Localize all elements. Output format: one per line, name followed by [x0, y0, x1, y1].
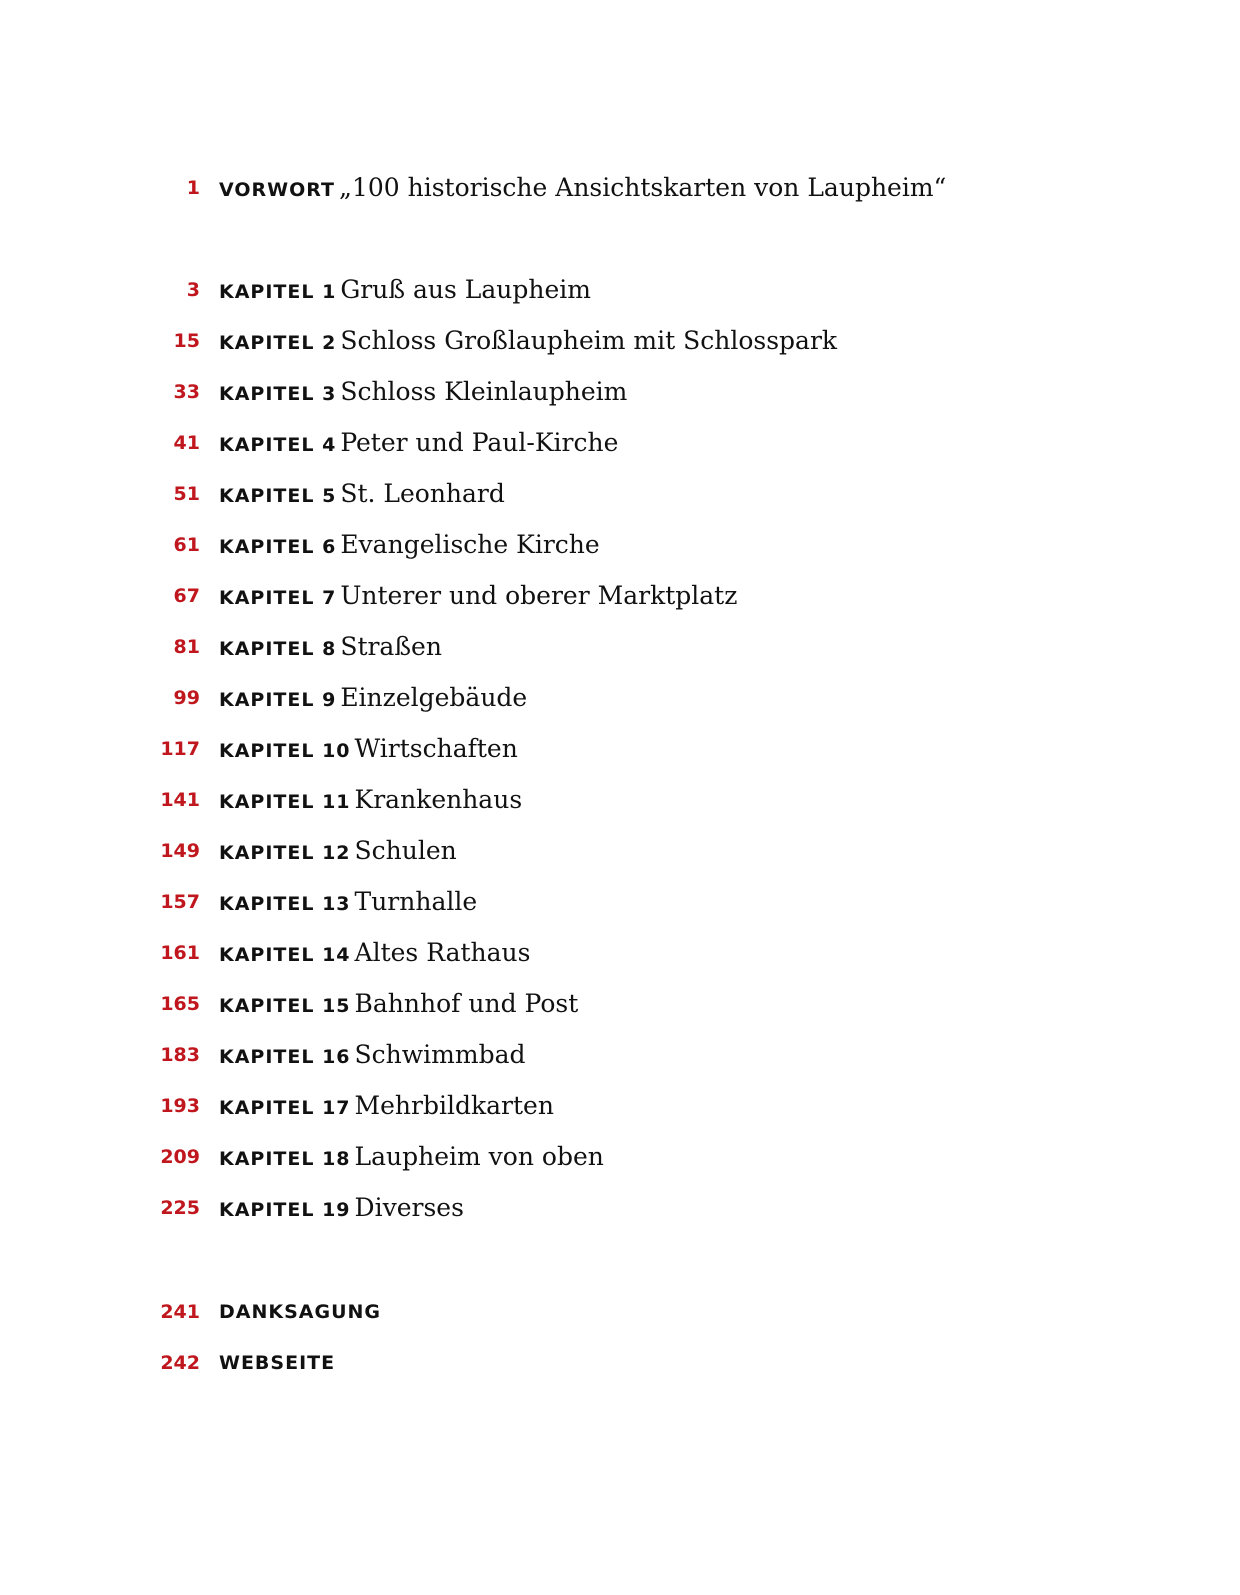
- toc-entry-kapitel-1: [0, 270, 1240, 310]
- section-label: KAPITEL 13: [219, 893, 351, 915]
- toc-entry-vorwort: [0, 168, 1240, 208]
- section-label: KAPITEL 9: [219, 689, 337, 711]
- entry-text: [219, 1137, 604, 1181]
- entry-text: [219, 984, 578, 1028]
- section-title: Straßen: [340, 632, 442, 661]
- section-title: Wirtschaften: [354, 734, 518, 763]
- section-label: WEBSEITE: [219, 1352, 336, 1374]
- entry-text: [219, 933, 530, 977]
- toc-entry-kapitel-15: [0, 984, 1240, 1024]
- section-label: KAPITEL 3: [219, 383, 337, 405]
- section-title: Gruß aus Laupheim: [340, 275, 591, 304]
- section-title: Laupheim von oben: [354, 1142, 604, 1171]
- page-number: 241: [160, 1301, 200, 1323]
- section-label: KAPITEL 10: [219, 740, 351, 762]
- page-number: 157: [160, 891, 200, 913]
- section-label: KAPITEL 12: [219, 842, 351, 864]
- section-label: KAPITEL 18: [219, 1148, 351, 1170]
- entry-text: [219, 1086, 554, 1130]
- toc-entry-kapitel-12: [0, 831, 1240, 871]
- entry-text: [219, 270, 591, 314]
- entry-text: [219, 372, 627, 416]
- page-number: 149: [160, 840, 200, 862]
- section-title: Krankenhaus: [354, 785, 523, 814]
- page-number: 1: [186, 177, 200, 199]
- toc-entry-kapitel-19: [0, 1188, 1240, 1228]
- page-number: 61: [173, 534, 200, 556]
- entry-text: [219, 423, 618, 467]
- section-label: KAPITEL 17: [219, 1097, 351, 1119]
- page-number: 209: [160, 1146, 200, 1168]
- toc-entry-kapitel-10: [0, 729, 1240, 769]
- section-title: Schloss Großlaupheim mit Schlosspark: [340, 326, 838, 355]
- entry-text: [219, 576, 737, 620]
- section-title: Turnhalle: [354, 887, 478, 916]
- toc-entry-kapitel-4: [0, 423, 1240, 463]
- entry-text: [219, 1343, 335, 1385]
- section-label: KAPITEL 8: [219, 638, 337, 660]
- section-title: St. Leonhard: [340, 479, 505, 508]
- page-number: 225: [160, 1197, 200, 1219]
- entry-text: [219, 729, 518, 773]
- section-title: Schulen: [354, 836, 457, 865]
- section-label: KAPITEL 16: [219, 1046, 351, 1068]
- section-label: KAPITEL 1: [219, 281, 337, 303]
- section-label: KAPITEL 15: [219, 995, 351, 1017]
- toc-entry-kapitel-14: [0, 933, 1240, 973]
- toc-entry-kapitel-6: [0, 525, 1240, 565]
- page-number: 15: [173, 330, 200, 352]
- entry-text: [219, 678, 527, 722]
- entry-text: [219, 882, 477, 926]
- entry-text: [219, 780, 522, 824]
- toc-entry-kapitel-2: [0, 321, 1240, 361]
- section-title: Diverses: [354, 1193, 464, 1222]
- page-number: 141: [160, 789, 200, 811]
- toc-entry-kapitel-9: [0, 678, 1240, 718]
- toc-entry-kapitel-3: [0, 372, 1240, 412]
- section-title: Altes Rathaus: [354, 938, 531, 967]
- entry-text: [219, 525, 600, 569]
- section-title: Mehrbildkarten: [354, 1091, 554, 1120]
- section-label: KAPITEL 11: [219, 791, 351, 813]
- entry-text: [219, 1035, 525, 1079]
- page-number: 99: [173, 687, 200, 709]
- toc-entry-kapitel-16: [0, 1035, 1240, 1075]
- entry-text: [219, 474, 505, 518]
- section-label: KAPITEL 14: [219, 944, 351, 966]
- section-label: KAPITEL 6: [219, 536, 337, 558]
- section-title: Schwimmbad: [354, 1040, 526, 1069]
- toc-entry-kapitel-13: [0, 882, 1240, 922]
- section-title: Einzelgebäude: [340, 683, 528, 712]
- page-number: 193: [160, 1095, 200, 1117]
- page-number: 81: [173, 636, 200, 658]
- entry-text: [219, 831, 457, 875]
- section-label: KAPITEL 5: [219, 485, 337, 507]
- section-title: Evangelische Kirche: [340, 530, 600, 559]
- toc-entry-kapitel-11: [0, 780, 1240, 820]
- section-title: „100 historische Ansichtskarten von Laupheim“: [339, 173, 947, 202]
- page-number: 165: [160, 993, 200, 1015]
- toc-entry-kapitel-18: [0, 1137, 1240, 1177]
- section-label: KAPITEL 19: [219, 1199, 351, 1221]
- section-title: Unterer und oberer Marktplatz: [340, 581, 738, 610]
- toc-entry-kapitel-17: [0, 1086, 1240, 1126]
- page-number: 161: [160, 942, 200, 964]
- section-label: VORWORT: [219, 179, 335, 201]
- toc-entry-kapitel-8: [0, 627, 1240, 667]
- page-number: 117: [160, 738, 200, 760]
- section-label: KAPITEL 4: [219, 434, 337, 456]
- entry-text: [219, 627, 442, 671]
- toc-entry-kapitel-5: [0, 474, 1240, 514]
- toc-entry-danksagung: [0, 1292, 1240, 1332]
- toc-entry-kapitel-7: [0, 576, 1240, 616]
- page-number: 33: [173, 381, 200, 403]
- section-title: Schloss Kleinlaupheim: [340, 377, 628, 406]
- page-number: 183: [160, 1044, 200, 1066]
- page-number: 3: [186, 279, 200, 301]
- toc-entry-webseite: [0, 1343, 1240, 1383]
- section-label: KAPITEL 7: [219, 587, 337, 609]
- entry-text: [219, 1188, 464, 1232]
- entry-text: [219, 321, 837, 365]
- section-label: KAPITEL 2: [219, 332, 337, 354]
- section-title: Peter und Paul-Kirche: [340, 428, 619, 457]
- entry-text: [219, 1292, 381, 1334]
- section-label: DANKSAGUNG: [219, 1301, 382, 1323]
- page-number: 51: [173, 483, 200, 505]
- page-number: 41: [173, 432, 200, 454]
- page-number: 67: [173, 585, 200, 607]
- page-number: 242: [160, 1352, 200, 1374]
- entry-text: [219, 168, 946, 212]
- section-title: Bahnhof und Post: [354, 989, 579, 1018]
